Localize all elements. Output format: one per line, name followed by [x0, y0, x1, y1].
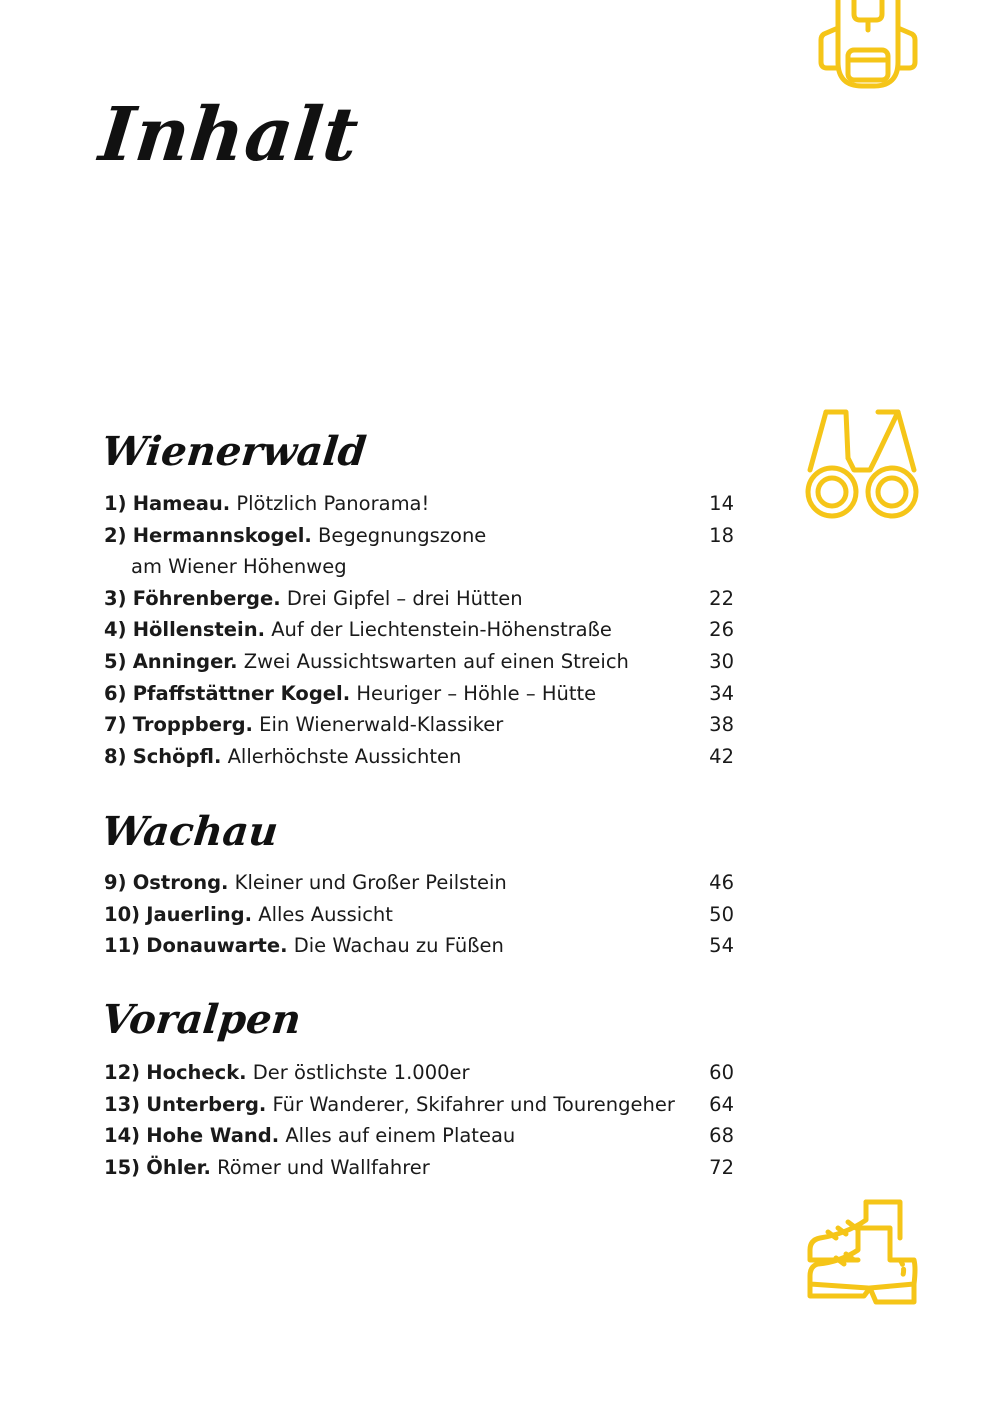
entry-name: Ostrong.: [132, 871, 229, 894]
entry-description: Römer und Wallfahrer: [217, 1155, 430, 1179]
entry-description: Allerhöchste Aussichten: [227, 744, 462, 768]
entry-description-continued: am Wiener Höhenweg: [131, 555, 347, 579]
entry-name: Höllenstein.: [132, 618, 266, 642]
entry-name: Hermannskogel.: [132, 523, 312, 547]
entry-page-number: 72: [709, 1155, 734, 1179]
entry-page-number: 38: [709, 713, 734, 737]
entry-page-number: 54: [709, 934, 734, 958]
entry-page-number: 60: [709, 1061, 734, 1084]
section-title-wienerwald: Wienerwald: [99, 428, 369, 475]
entry-number: 6): [104, 681, 127, 705]
entry-description: Die Wachau zu Füßen: [293, 934, 504, 958]
entry-page-number: 30: [709, 649, 734, 673]
toc-list-voralpen: [104, 1057, 736, 1183]
entry-name: Schöpfl.: [132, 744, 222, 768]
toc-entry[interactable]: [104, 1089, 736, 1121]
binoculars-icon: [804, 408, 920, 520]
section-title-voralpen: Voralpen: [99, 996, 304, 1043]
entry-number: 13): [104, 1092, 141, 1116]
toc-entry[interactable]: [104, 1057, 736, 1089]
toc-entry[interactable]: [104, 709, 736, 741]
boots-icon: [806, 1198, 918, 1308]
entry-page-number: 18: [709, 523, 734, 547]
entry-name: Pfaffstättner Kogel.: [132, 681, 351, 705]
entry-description: Heuriger – Höhle – Hütte: [356, 681, 597, 705]
entry-description: Ein Wienerwald-Klassiker: [259, 713, 504, 737]
entry-description: Begegnungszone: [318, 523, 487, 547]
page-title: Inhalt: [95, 92, 363, 178]
toc-list-wienerwald: [104, 488, 736, 772]
entry-page-number: 22: [709, 586, 734, 610]
entry-page-number: 68: [709, 1124, 734, 1148]
entry-page-number: 14: [709, 492, 734, 515]
toc-entry[interactable]: [104, 614, 736, 646]
entry-number: 14): [104, 1124, 141, 1148]
entry-description: Drei Gipfel – drei Hütten: [286, 586, 523, 610]
entry-page-number: 50: [709, 902, 734, 926]
entry-name: Unterberg.: [146, 1092, 267, 1116]
entry-description: Auf der Liechtenstein-Höhenstraße: [271, 618, 612, 642]
entry-description: Der östlichste 1.000er: [252, 1061, 470, 1084]
toc-entry[interactable]: [104, 678, 736, 710]
toc-entry[interactable]: [104, 583, 736, 615]
entry-name: Hameau.: [132, 492, 231, 515]
toc-entry[interactable]: [104, 867, 736, 899]
entry-number: 2): [104, 523, 127, 547]
entry-page-number: 64: [709, 1092, 734, 1116]
entry-number: 4): [104, 618, 127, 642]
entry-page-number: 46: [709, 871, 734, 894]
entry-number: 5): [104, 649, 127, 673]
entry-page-number: 34: [709, 681, 734, 705]
entry-name: Hohe Wand.: [146, 1124, 280, 1148]
entry-name: Föhrenberge.: [132, 586, 281, 610]
entry-description: Zwei Aussichtswarten auf einen Streich: [243, 649, 629, 673]
toc-list-wachau: [104, 867, 736, 962]
toc-entry[interactable]: [104, 1120, 736, 1152]
entry-number: 7): [104, 713, 127, 737]
entry-name: Donauwarte.: [146, 934, 288, 958]
entry-number: 15): [104, 1155, 141, 1179]
entry-number: 12): [104, 1061, 141, 1084]
toc-entry[interactable]: [104, 1152, 736, 1184]
entry-description: Kleiner und Großer Peilstein: [234, 871, 507, 894]
toc-entry[interactable]: [104, 899, 736, 931]
section-title-wachau: Wachau: [99, 808, 281, 855]
entry-name: Hocheck.: [146, 1061, 247, 1084]
entry-number: 11): [104, 934, 141, 958]
entry-name: Anninger.: [132, 649, 238, 673]
entry-name: Öhler.: [146, 1155, 211, 1179]
entry-number: 3): [104, 586, 127, 610]
entry-number: 1): [104, 492, 127, 515]
toc-entry[interactable]: [104, 646, 736, 678]
toc-entry[interactable]: [104, 930, 736, 962]
entry-description: Alles Aussicht: [258, 902, 393, 926]
toc-entry[interactable]: [104, 520, 736, 583]
entry-page-number: 26: [709, 618, 734, 642]
backpack-icon: [818, 0, 918, 92]
toc-entry[interactable]: [104, 741, 736, 773]
entry-number: 10): [104, 902, 141, 926]
entry-number: 9): [104, 871, 127, 894]
entry-name: Jauerling.: [146, 902, 253, 926]
entry-description: Alles auf einem Plateau: [285, 1124, 516, 1148]
entry-description: Für Wanderer, Skifahrer und Tourengeher: [272, 1092, 675, 1116]
toc-entry[interactable]: [104, 488, 736, 520]
entry-description: Plötzlich Panorama!: [236, 492, 430, 515]
entry-number: 8): [104, 744, 127, 768]
entry-page-number: 42: [709, 744, 734, 768]
entry-name: Troppberg.: [132, 713, 253, 737]
